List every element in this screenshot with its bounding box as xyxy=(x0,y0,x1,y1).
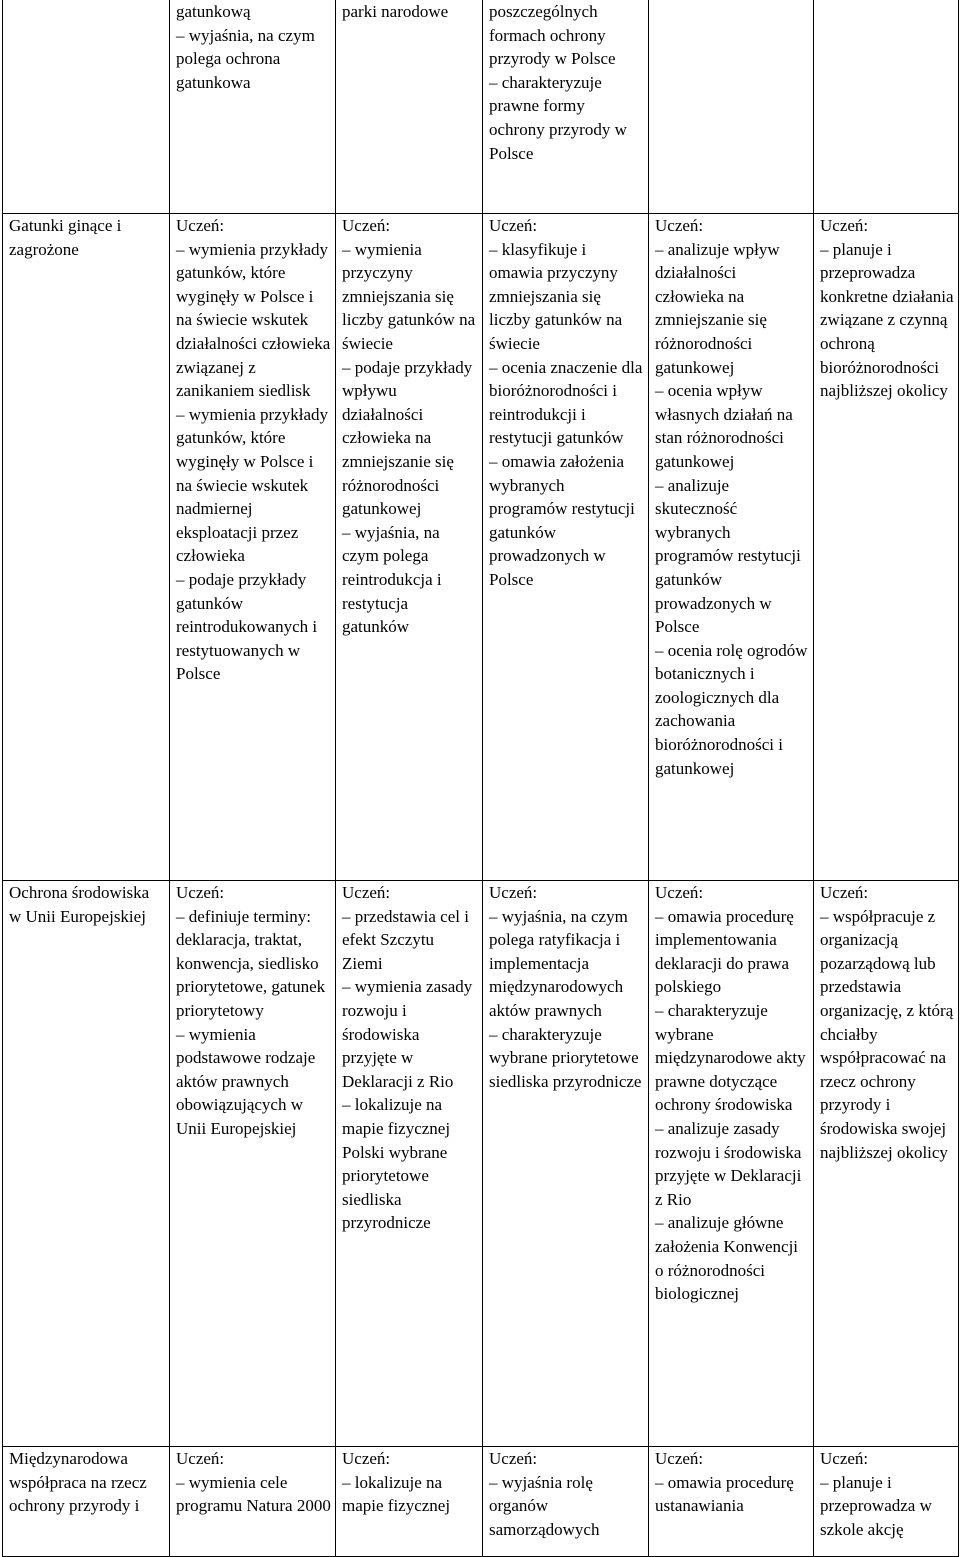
requirement-cell-good: Uczeń: – wyjaśnia, na czym polega ratyfikacja i implementacja międzynarodowych aktów prawnych – charakteryzuje wybrane priorytetowe siedliska przyrodnicze xyxy=(483,881,649,1447)
topic-cell xyxy=(3,0,170,214)
topic-cell: Międzynarodowa współpraca na rzecz ochrony przyrody i xyxy=(3,1447,170,1557)
requirement-cell-excellent: Uczeń: – planuje i przeprowadza w szkole akcję xyxy=(814,1447,959,1557)
table-row xyxy=(3,0,959,214)
requirement-cell-basic: gatunkową – wyjaśnia, na czym polega ochrona gatunkowa xyxy=(170,0,336,214)
requirement-cell-adequate: Uczeń: – wymienia przyczyny zmniejszania się liczby gatunków na świecie – podaje przykłady wpływu działalności człowieka na zmniejszanie się różnorodności gatunkowej – wyjaśnia, na czym polega reintrodukcja i restytucja gatunków xyxy=(336,214,483,881)
table-row xyxy=(3,1447,959,1557)
table-row xyxy=(3,214,959,881)
requirement-cell-adequate: parki narodowe xyxy=(336,0,483,214)
table-row xyxy=(3,881,959,1447)
requirement-cell-basic: Uczeń: – definiuje terminy: deklaracja, traktat, konwencja, siedlisko priorytetowe, gatunek priorytetowy – wymienia podstawowe rodzaje aktów prawnych obowiązujących w Unii Europejskiej xyxy=(170,881,336,1447)
requirement-cell-adequate: Uczeń: – lokalizuje na mapie fizycznej xyxy=(336,1447,483,1557)
requirement-cell-very-good xyxy=(649,0,814,214)
requirement-cell-adequate: Uczeń: – przedstawia cel i efekt Szczytu Ziemi – wymienia zasady rozwoju i środowiska przyjęte w Deklaracji z Rio – lokalizuje na mapie fizycznej Polski wybrane priorytetowe siedliska przyrodnicze xyxy=(336,881,483,1447)
requirement-cell-basic: Uczeń: – wymienia cele programu Natura 2000 xyxy=(170,1447,336,1557)
requirement-cell-good: Uczeń: – klasyfikuje i omawia przyczyny zmniejszania się liczby gatunków na świecie – ocenia znaczenie dla bioróżnorodności i reintrodukcji i restytucji gatunków – omawia założenia wybranych programów restytucji gatunków prowadzonych w Polsce xyxy=(483,214,649,881)
requirement-cell-good: Uczeń: – wyjaśnia rolę organów samorządowych xyxy=(483,1447,649,1557)
requirement-cell-good: poszczególnych formach ochrony przyrody w Polsce – charakteryzuje prawne formy ochrony przyrody w Polsce xyxy=(483,0,649,214)
topic-cell: Gatunki ginące i zagrożone xyxy=(3,214,170,881)
requirement-cell-very-good: Uczeń: – omawia procedurę implementowania deklaracji do prawa polskiego – charakteryzuje wybrane międzynarodowe akty prawne dotyczące ochrony środowiska – analizuje zasady rozwoju i środowiska przyjęte w Deklaracji z Rio – analizuje główne założenia Konwencji o różnorodności biologicznej xyxy=(649,881,814,1447)
requirement-cell-excellent: Uczeń: – planuje i przeprowadza konkretne działania związane z czynną ochroną bioróżnorodności najbliższej okolicy xyxy=(814,214,959,881)
curriculum-table xyxy=(2,0,959,1557)
requirement-cell-very-good: Uczeń: – omawia procedurę ustanawiania xyxy=(649,1447,814,1557)
requirement-cell-excellent: Uczeń: – współpracuje z organizacją pozarządową lub przedstawia organizację, z którą chciałby współpracować na rzecz ochrony przyrody i środowiska swojej najbliższej okolicy xyxy=(814,881,959,1447)
topic-cell: Ochrona środowiska w Unii Europejskiej xyxy=(3,881,170,1447)
requirement-cell-excellent xyxy=(814,0,959,214)
requirement-cell-very-good: Uczeń: – analizuje wpływ działalności człowieka na zmniejszanie się różnorodności gatunkowej – ocenia wpływ własnych działań na stan różnorodności gatunkowej – analizuje skuteczność wybranych programów restytucji gatunków prowadzonych w Polsce – ocenia rolę ogrodów botanicznych i zoologicznych dla zachowania bioróżnorodności i gatunkowej xyxy=(649,214,814,881)
requirement-cell-basic: Uczeń: – wymienia przykłady gatunków, które wyginęły w Polsce i na świecie wskutek działalności człowieka związanej z zanikaniem siedlisk – wymienia przykłady gatunków, które wyginęły w Polsce i na świecie wskutek nadmiernej eksploatacji przez człowieka – podaje przykłady gatunków reintrodukowanych i restytuowanych w Polsce xyxy=(170,214,336,881)
